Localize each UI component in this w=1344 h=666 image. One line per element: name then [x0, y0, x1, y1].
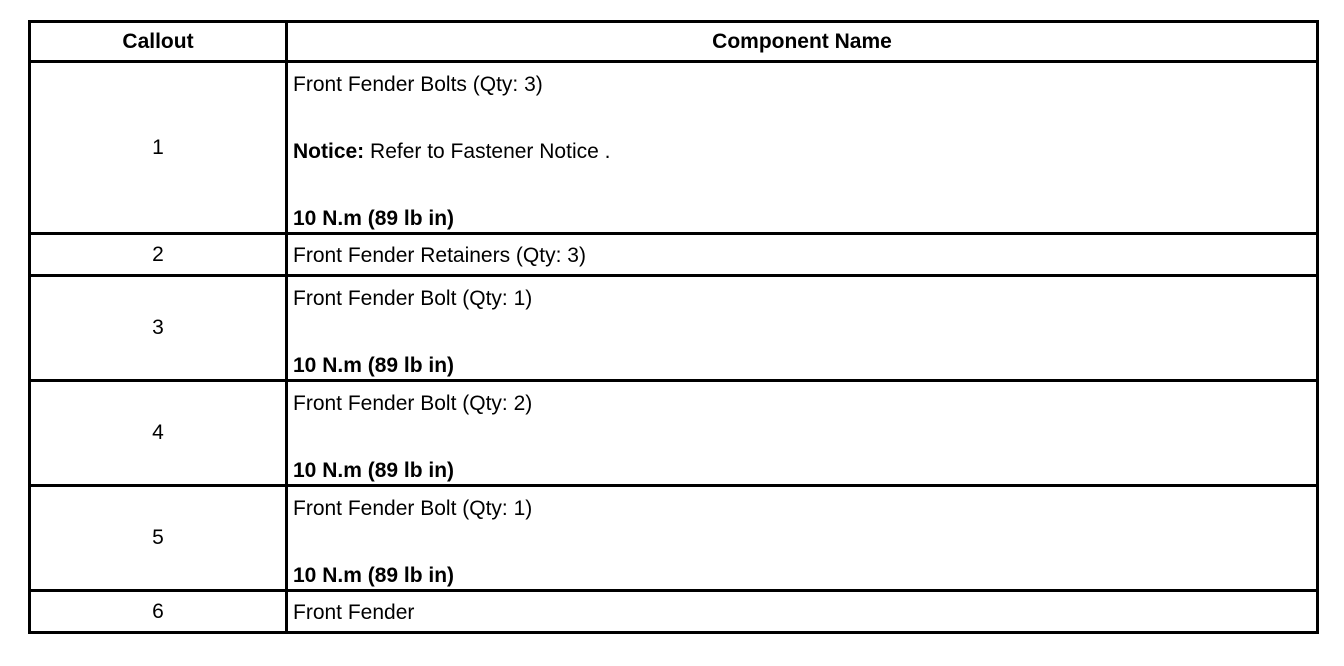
notice-text: Refer to Fastener Notice . — [364, 140, 611, 163]
table-row — [30, 486, 1318, 591]
table-row — [30, 62, 1318, 234]
component-cell — [287, 276, 1318, 381]
table-row — [30, 234, 1318, 276]
component-name: Front Fender Retainers (Qty: 3) — [293, 244, 586, 267]
component-table — [28, 20, 1319, 634]
callout-cell: 4 — [30, 381, 287, 486]
component-name: Front Fender Bolt (Qty: 1) — [293, 287, 533, 310]
component-name: Front Fender Bolts (Qty: 3) — [293, 73, 543, 96]
header-row — [30, 22, 1318, 62]
callout-cell: 2 — [30, 234, 287, 276]
table-row — [30, 591, 1318, 633]
callout-cell: 5 — [30, 486, 287, 591]
component-name: Front Fender Bolt (Qty: 2) — [293, 392, 533, 415]
callout-cell: 1 — [30, 62, 287, 234]
torque-spec: 10 N.m (89 lb in) — [293, 459, 455, 482]
component-cell — [287, 486, 1318, 591]
torque-spec: 10 N.m (89 lb in) — [293, 207, 455, 230]
spacer — [293, 521, 1312, 564]
component-cell — [287, 591, 1318, 633]
torque-spec: 10 N.m (89 lb in) — [293, 354, 455, 377]
spacer — [293, 416, 1312, 459]
torque-spec: 10 N.m (89 lb in) — [293, 564, 455, 587]
component-cell — [287, 234, 1318, 276]
header-callout: Callout — [30, 22, 287, 62]
component-name: Front Fender Bolt (Qty: 1) — [293, 497, 533, 520]
component-cell — [287, 381, 1318, 486]
table-row — [30, 276, 1318, 381]
spacer — [293, 97, 1312, 140]
component-cell — [287, 62, 1318, 234]
notice-line — [293, 140, 1312, 164]
notice-label: Notice: — [293, 140, 365, 163]
component-table-container — [28, 20, 1319, 634]
spacer — [293, 311, 1312, 354]
callout-cell: 6 — [30, 591, 287, 633]
header-component-name: Component Name — [287, 22, 1318, 62]
table-row — [30, 381, 1318, 486]
callout-cell: 3 — [30, 276, 287, 381]
spacer — [293, 164, 1312, 207]
component-name: Front Fender — [293, 601, 415, 624]
